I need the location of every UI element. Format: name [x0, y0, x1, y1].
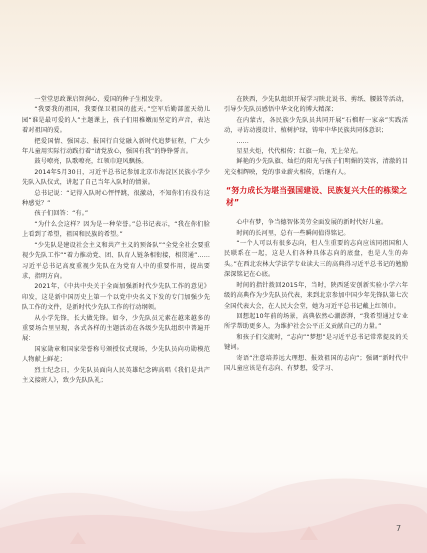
paragraph: 2014年5月30日，习近平总书记参加北京市海淀区民族小学少先队入队仪式，讲起了自己当年入队时的情景。 — [22, 168, 210, 187]
paragraph: “一个人可以有很多志向，但人生重要的志向应该同祖国和人民联系在一起，这是人们各种具体志向的底盘，也是人生的奔头。”在西北农林大学法学专业读大三的高典得习近平总书记的勉励深深铭记在心底。 — [224, 240, 408, 279]
paragraph: 一堂堂思政课启智润心、爱国的种子生根发芽。 — [34, 96, 167, 103]
paragraph: 在内蒙古，各民族少先队员共同开展“石榴籽一家亲”实践活动，寻访动漫设计、植树护绿，铸牢中华民族共同体意识； — [224, 116, 408, 135]
paragraph: 鼓号嘹亮，队歌嘹亮，红领巾迎风飘扬。 — [34, 158, 148, 166]
decorative-hills — [0, 440, 427, 553]
right-text-column — [224, 95, 408, 374]
paragraph: 心中有梦，争当德智体美劳全面发展的新时代好儿童。 — [236, 219, 388, 227]
paragraph: 鲜艳的少先队旗、灿烂的阳光与孩子们明媚的笑容，清澈的目光交相辉映，党的事业薪火相传，后继有人。 — [224, 158, 408, 176]
paragraph: 2021年，《中共中央关于全面加强新时代少先队工作的意见》印发，这是新中国历史上第一个以党中央名义下发的专门加强少先队工作的文件，是新时代少先队工作的行动纲领。 — [22, 283, 210, 312]
left-text-column — [22, 95, 210, 386]
section-heading: “努力成长为堪当强国建设、民族复兴大任的栋梁之材” — [226, 186, 408, 208]
paragraph: 和孩子们交流时，“志向”“梦想”是习近平总书记常常提及的关键词。 — [224, 333, 408, 352]
paragraph: 星星火炬，代代相传；红旗一角，无上荣光。 — [236, 148, 363, 156]
paragraph: 时间的指针拨回2015年，当时，陕西延安创新实验小学六年级的高典作为少先队员代表，来到北京参加中国少年先锋队第七次全国代表大会，在人民大会堂，她为习近平总书记戴上红领巾。 — [224, 281, 408, 310]
paragraph: “少先队是建设社会主义和共产主义的预备队”“全党全社会要重视少先队工作”“着力推动党、团、队育人链条相衔接，相贯通”……习近平总书记高度重视少先队在为党育人中的重要作用，提出要求，指明方向。 — [22, 241, 210, 280]
paragraph: 烈士纪念日，少先队员面向人民英雄纪念碑高唱《我们是共产主义接班人》，致少先队队礼； — [22, 366, 210, 384]
ellipsis-paragraph: …… — [236, 137, 249, 145]
paragraph: 从小学先锋，长大做先锋。如今，少先队员元素在越来越多的重要场合里呈现，各式各样的主题活动在各级少先队组织中普遍开展： — [22, 314, 210, 343]
paragraph: 孩子们回答：“有。” — [34, 210, 89, 218]
paragraph: “我要我的祖国，我要保卫祖国的蓝天。”空军后勤部蓝天幼儿园“谁是最可爱的人”主题课上，孩子们用稚嫩而坚定的声音，表达着对祖国的爱。 — [22, 106, 210, 135]
paragraph: “为什么会这样？因为是一种荣誉。”总书记表示，“我在你们脸上看到了希望，祖国和民族的希望。” — [22, 220, 210, 239]
paragraph: 把爱国情、强国志、报国行自觉融入新时代追梦征程，广大少年儿童用实际行动践行着“请党放心，强国有我”的铮铮誓言。 — [22, 137, 210, 156]
paragraph: 时间的长河里，总有一些瞬间值得铭记。 — [236, 229, 350, 237]
paragraph: 寄语“注意培养远大理想、报效祖国的志向”；强调“新时代中国儿童应该是有志向、有梦想，爱学习、 — [224, 354, 408, 372]
paragraph: 在陕西，少先队组织开展学习陕北说书、剪纸、腰鼓等活动，引导少先队员感悟中华文化的博大精深； — [224, 96, 408, 114]
page-number: 7 — [396, 524, 402, 533]
paragraph: 回想起10年前的场景，高典依然心潮澎湃，“我希望通过专业所学帮助更多人，为维护社会公平正义贡献自己的力量。” — [224, 312, 408, 331]
paragraph: 总书记说：“记得入队时心怦怦跳，很激动，不知你们有没有这种感觉？” — [22, 189, 210, 208]
paragraph: 国家勋章和国家荣誉称号颁授仪式现场，少先队员向功勋模范人物献上鲜花； — [22, 345, 210, 364]
